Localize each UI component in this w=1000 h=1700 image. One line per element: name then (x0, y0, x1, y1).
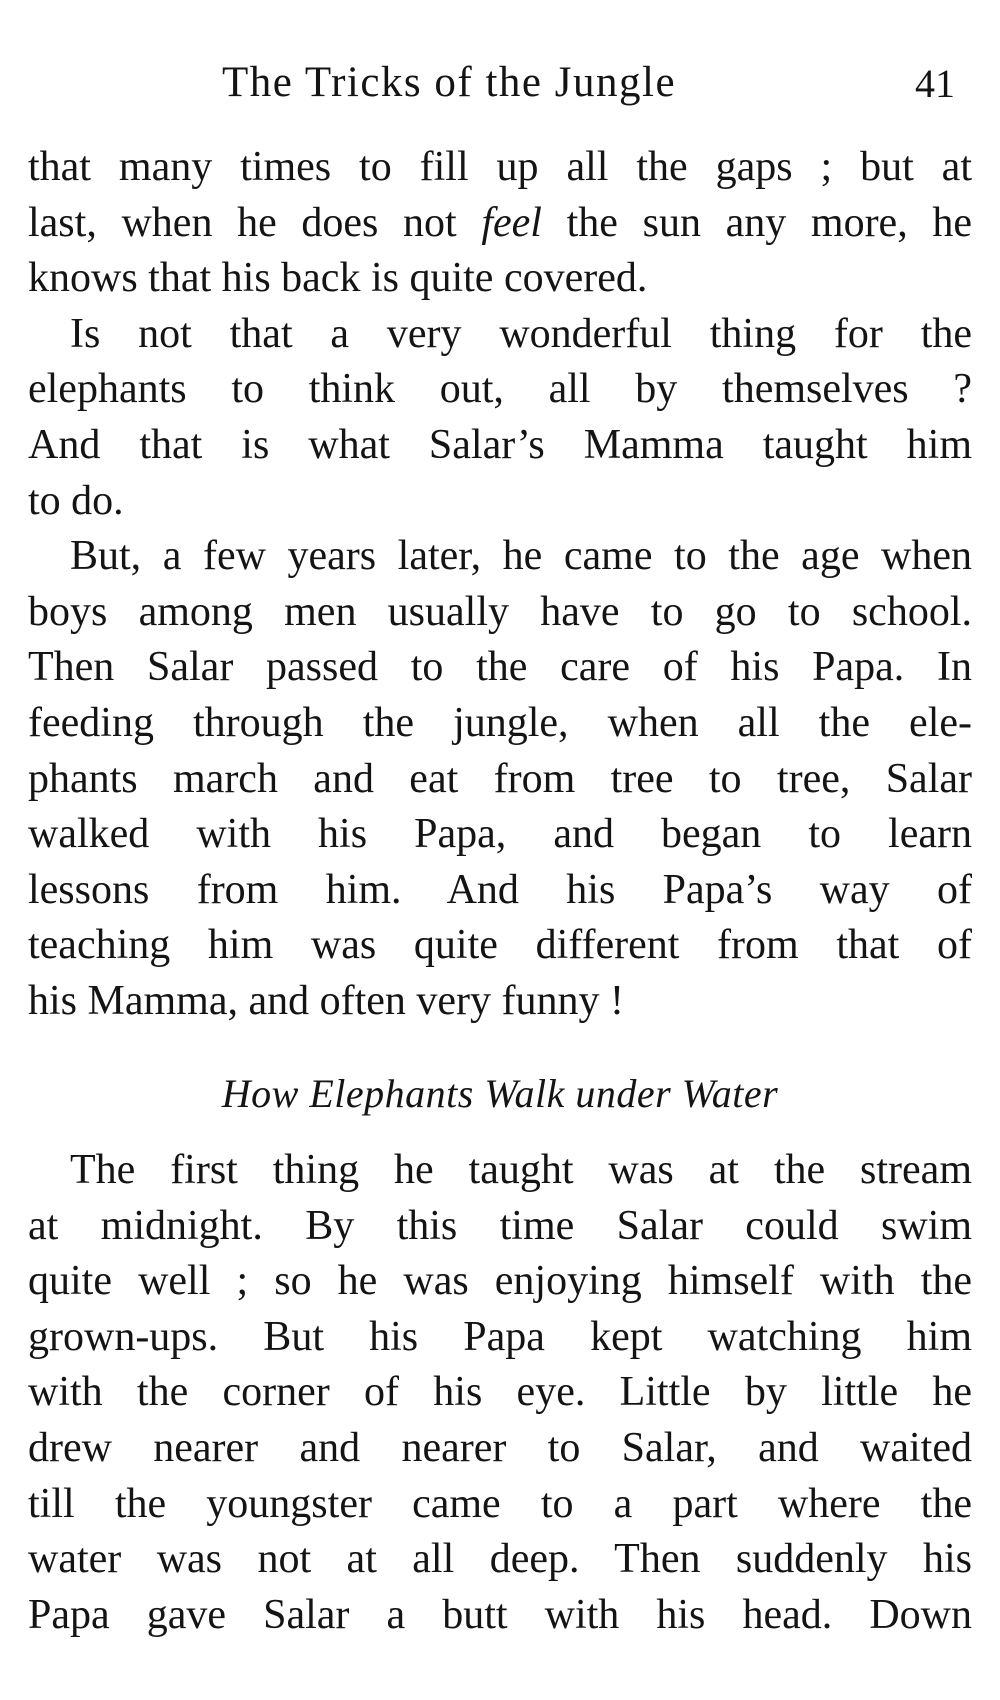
text-line: Is not that a very wonderful thing for the (70, 310, 972, 357)
text-line: elephants to think out, all by themselves ? (28, 366, 972, 413)
text-segment: the sun any more, he (541, 199, 972, 246)
text-line: till the youngster came to a part where the (28, 1480, 972, 1527)
text-segment: last, when he does not (28, 199, 482, 246)
text-line: Then Salar passed to the care of his Papa. In (28, 644, 972, 691)
body-text-bottom (28, 1143, 972, 1643)
text-line: his Mamma, and often very funny ! (28, 977, 625, 1024)
body-text-top (28, 140, 972, 1030)
text-line: boys among men usually have to go to school. (28, 588, 972, 635)
text-line: lessons from him. And his Papa’s way of (28, 866, 972, 913)
text-line: with the corner of his eye. Little by little he (28, 1369, 972, 1416)
text-line: drew nearer and nearer to Salar, and waited (28, 1424, 972, 1471)
text-line: walked with his Papa, and began to learn (28, 811, 972, 858)
text-line: at midnight. By this time Salar could swim (28, 1202, 972, 1249)
text-line (28, 196, 972, 252)
section-heading: How Elephants Walk under Water (221, 1071, 779, 1116)
text-line: grown-ups. But his Papa kept watching him (28, 1313, 972, 1360)
text-line: And that is what Salar’s Mamma taught him (28, 421, 972, 468)
text-line: water was not at all deep. Then suddenly his (28, 1536, 972, 1583)
page-number: 41 (915, 61, 955, 106)
text-line: But, a few years later, he came to the age when (70, 533, 972, 580)
text-line: to do. (28, 477, 124, 524)
text-line: that many times to fill up all the gaps ; but at (28, 144, 972, 190)
text-line: teaching him was quite different from that of (28, 922, 972, 969)
text-line: Papa gave Salar a butt with his head. Down (28, 1591, 972, 1638)
text-line: quite well ; so he was enjoying himself with the (28, 1258, 972, 1305)
text-line: feeding through the jungle, when all the ele- (28, 699, 972, 746)
page-header (0, 58, 1000, 118)
text-line: phants march and eat from tree to tree, Salar (28, 755, 972, 802)
italic-word: feel (481, 199, 542, 246)
text-line: The first thing he taught was at the stream (70, 1147, 972, 1193)
running-title: The Tricks of the Jungle (222, 59, 677, 106)
text-line: knows that his back is quite covered. (28, 255, 648, 302)
